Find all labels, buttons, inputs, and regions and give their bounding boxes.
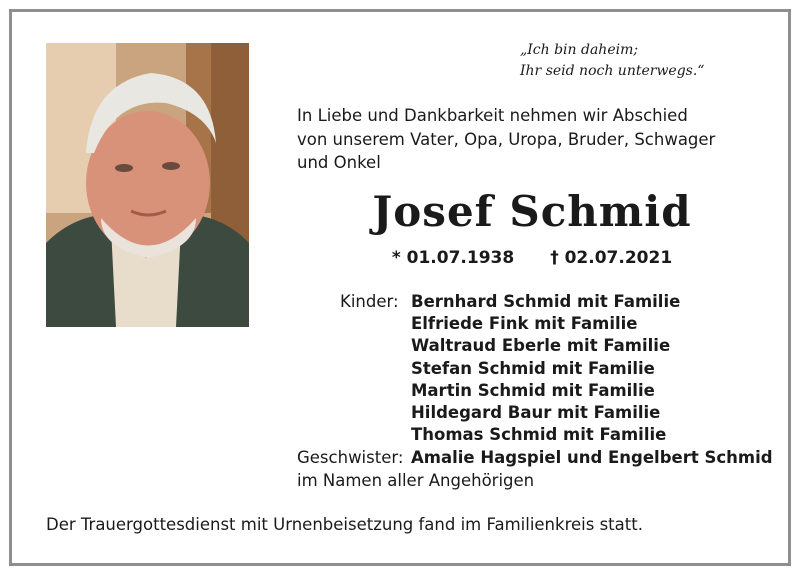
motto-line: „Ich bin daheim; [520,42,639,58]
death-date: † 02.07.2021 [550,248,673,268]
motto-quote [520,40,752,82]
children-label: Kinder: [340,292,399,311]
birth-date: * 01.07.1938 [391,248,515,268]
intro-line: von unserem Vater, Opa, Uropa, Bruder, Schwager [297,129,716,149]
portrait-photo [46,43,249,327]
intro-line: In Liebe und Dankbarkeit nehmen wir Abschied [297,106,688,125]
child-entry: Waltraud Eberle mit Familie [411,336,671,356]
closing-signature: im Namen aller Angehörigen [297,471,535,490]
child-entry: Stefan Schmid mit Familie [411,358,655,378]
intro-text [297,104,767,175]
child-entry: Thomas Schmid mit Familie [411,425,667,445]
life-dates [297,246,767,270]
siblings-names: Amalie Hagspiel und Engelbert Schmid [411,448,773,467]
motto-line: Ihr seid noch unterwegs.“ [520,63,705,79]
intro-line: und Onkel [297,153,381,172]
service-note: Der Trauergottesdienst mit Urnenbeisetzung fand im Familienkreis statt. [46,515,643,534]
child-entry: Hildegard Baur mit Familie [411,403,661,423]
child-entry: Elfriede Fink mit Familie [411,314,638,334]
children-list [411,291,680,446]
deceased-name: Josef Schmid [372,187,692,236]
child-entry: Bernhard Schmid mit Familie [411,292,681,311]
child-entry: Martin Schmid mit Familie [411,380,655,400]
siblings-label: Geschwister: [297,448,404,467]
